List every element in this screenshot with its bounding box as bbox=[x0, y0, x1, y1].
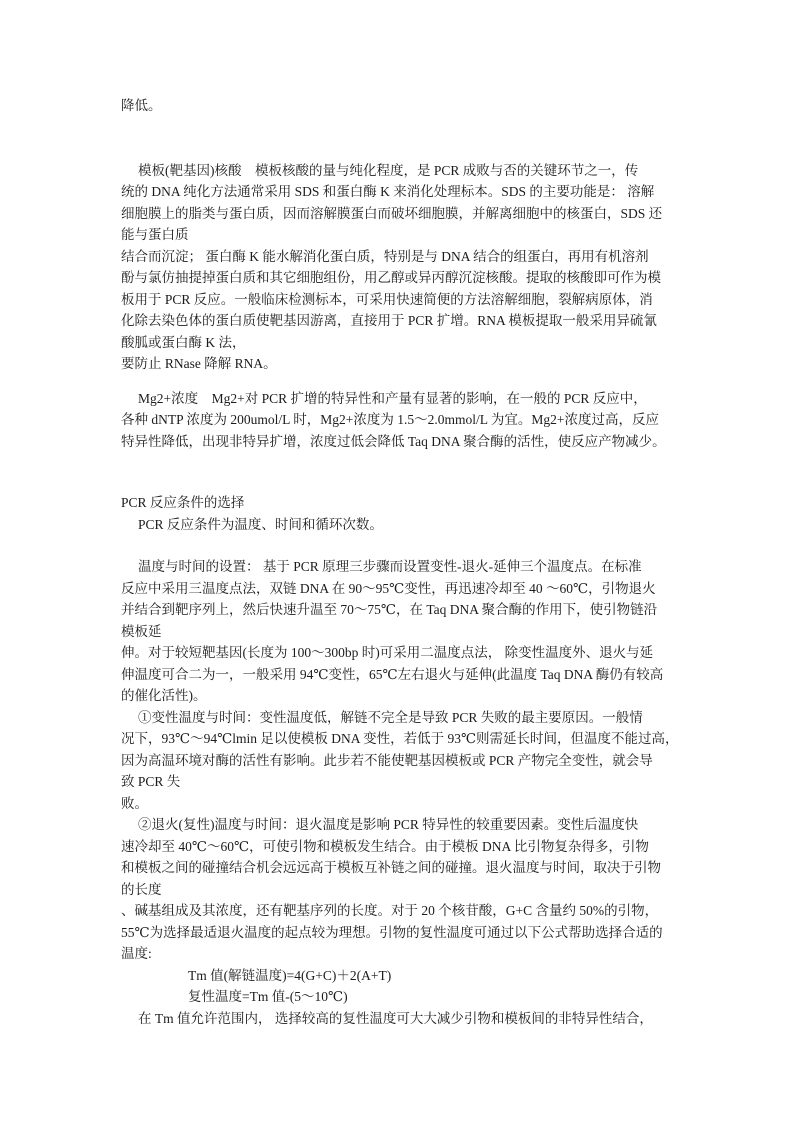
text-line: 化除去染色体的蛋白质使靶基因游离，直接用于 PCR 扩增。RNA 模板提取一般采用异硫氰 bbox=[121, 313, 657, 328]
text-line: 模板(靶基因)核酸 模板核酸的量与纯化程度，是 PCR 成败与否的关键环节之一，传 bbox=[138, 162, 639, 178]
text-line: 结合而沉淀； 蛋白酶 K 能水解消化蛋白质，特别是与 DNA 结合的组蛋白，再用有机溶剂 bbox=[121, 248, 649, 264]
text-line: 并结合到靶序列上，然后快速升温至 70～75℃，在 Taq DNA 聚合酶的作用下，使引物链沿 bbox=[121, 602, 658, 617]
text-line: 伸温度可合二为一，一般采用 94℃变性，65℃左右退火与延伸(此温度 Taq DNA 酶仍有较高 bbox=[121, 666, 664, 682]
text-line: ①变性温度与时间：变性温度低，解链不完全是导致 PCR 失败的最主要原因。一般情 bbox=[138, 709, 643, 725]
text-line: 酸胍或蛋白酶 K 法， bbox=[121, 334, 246, 350]
text-line: 复性温度=Tm 值-(5～10℃) bbox=[188, 989, 348, 1004]
text-line: 的催化活性)。 bbox=[121, 688, 207, 703]
text-line: 统的 DNA 纯化方法通常采用 SDS 和蛋白酶 K 来消化处理标本。SDS 的主要功能是： 溶解 bbox=[121, 184, 655, 199]
text-line: 败。 bbox=[121, 795, 148, 811]
text-line: PCR 反应条件的选择 bbox=[121, 495, 245, 510]
text-line: 速冷却至 40℃～60℃，可使引物和模板发生结合。由于模板 DNA 比引物复杂得多，引物 bbox=[121, 838, 649, 854]
text-line: 要防止 RNase 降解 RNA。 bbox=[121, 356, 277, 371]
text-line: 温度与时间的设置： 基于 PCR 原理三步骤而设置变性-退火-延伸三个温度点。在标准 bbox=[138, 559, 642, 574]
text-line: 因为高温环境对酶的活性有影响。此步若不能使靶基因模板或 PCR 产物完全变性，就会导 bbox=[121, 752, 653, 768]
text-line: 在 Tm 值允许范围内， 选择较高的复性温度可大大减少引物和模板间的非特异性结合， bbox=[138, 1010, 653, 1026]
text-line: 反应中采用三温度点法，双链 DNA 在 90～95℃变性，再迅速冷却至 40 ～60℃，引物退火 bbox=[121, 580, 656, 596]
text-line: 能与蛋白质 bbox=[121, 227, 189, 242]
text-line: 况下，93℃～94℃lmin 足以使模板 DNA 变性，若低于 93℃则需延长时间，但温度不能过高， bbox=[121, 731, 679, 746]
text-line: 和模板之间的碰撞结合机会远远高于模板互补链之间的碰撞。退火温度与时间，取决于引物 bbox=[121, 860, 661, 875]
text-line: 模板延 bbox=[121, 623, 162, 639]
text-line: 致 PCR 失 bbox=[121, 774, 181, 789]
text-line: Mg2+浓度 Mg2+对 PCR 扩增的特异性和产量有显著的影响，在一般的 PCR 反应中， bbox=[138, 390, 647, 406]
text-line: 各种 dNTP 浓度为 200umol/L 时，Mg2+浓度为 1.5～2.0mmol/L 为宜。Mg2+浓度过高，反应 bbox=[121, 412, 659, 427]
text-line: 温度: bbox=[121, 946, 152, 961]
text-line: 55℃为选择最适退火温度的起点较为理想。引物的复性温度可通过以下公式帮助选择合适的 bbox=[121, 924, 663, 940]
section-pcr-reaction-conditions bbox=[121, 492, 673, 535]
text-line: Tm 值(解链温度)=4(G+C)＋2(A+T) bbox=[188, 967, 392, 983]
text-line: 细胞膜上的脂类与蛋白质，因而溶解膜蛋白而破坏细胞膜，并解离细胞中的核蛋白，SDS 还 bbox=[121, 205, 663, 221]
intro-fragment bbox=[121, 95, 673, 117]
para-temperature-and-time bbox=[121, 556, 679, 1029]
document-body bbox=[121, 95, 679, 1029]
text-line: 特异性降低，出现非特异扩增，浓度过低会降低 Taq DNA 聚合酶的活性，使反应产物减少。 bbox=[121, 433, 666, 449]
text-line: 板用于 PCR 反应。一般临床检测标本，可采用快速简便的方法溶解细胞，裂解病原体，消 bbox=[121, 291, 653, 307]
text-line: PCR 反应条件为温度、时间和循环次数。 bbox=[138, 516, 383, 532]
text-line: 的长度 bbox=[121, 881, 162, 897]
para-template-nucleic-acid bbox=[121, 160, 673, 375]
text-line: ②退火(复性)温度与时间：退火温度是影响 PCR 特异性的较重要因素。变性后温度快 bbox=[138, 817, 639, 832]
text-line: 、碱基组成及其浓度，还有靶基序列的长度。对于 20 个核苷酸，G+C 含量约 50%的引物， bbox=[121, 903, 659, 918]
para-mg-concentration bbox=[121, 388, 673, 453]
text-line: 酚与氯仿抽提掉蛋白质和其它细胞组份，用乙醇或异丙醇沉淀核酸。提取的核酸即可作为模 bbox=[121, 270, 661, 285]
text-line: 伸。对于较短靶基因(长度为 100～300bp 时)可采用二温度点法， 除变性温度外、退火与延 bbox=[121, 645, 654, 660]
text-line: 降低。 bbox=[121, 98, 162, 113]
